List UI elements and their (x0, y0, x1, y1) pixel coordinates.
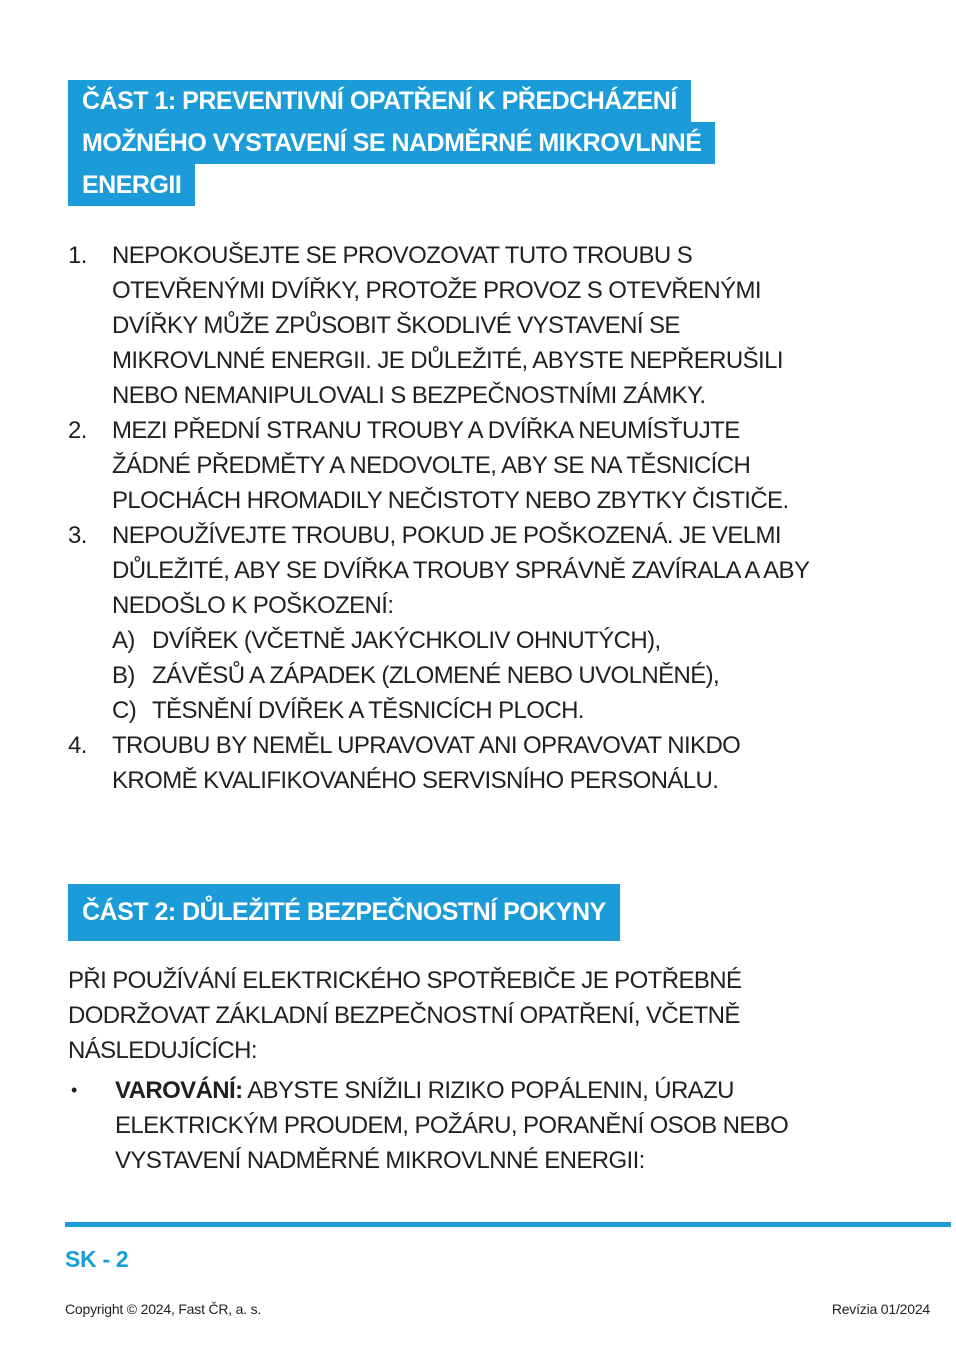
item-text (112, 518, 809, 728)
section1-heading (68, 80, 956, 206)
section1-heading-line-2: MOŽNÉHO VYSTAVENÍ SE NADMĚRNÉ MIKROVLNNÉ (68, 122, 715, 164)
warning-label: VAROVÁNÍ: (115, 1077, 243, 1104)
item-line: MIKROVLNNÉ ENERGII. JE DŮLEŽITÉ, ABYSTE NEPŘERUŠILI (112, 347, 783, 374)
warning-line-rest: ABYSTE SNÍŽILI RIZIKO POPÁLENIN, ÚRAZU (242, 1077, 734, 1104)
item-line: NEBO NEMANIPULOVALI S BEZPEČNOSTNÍMI ZÁMKY. (112, 382, 706, 409)
item-number: 3. (68, 522, 87, 549)
item-line: NEPOUŽÍVEJTE TROUBU, POKUD JE POŠKOZENÁ. JE VELMI (112, 522, 781, 549)
item-text (112, 728, 740, 798)
warning-line (115, 1073, 788, 1108)
item-text (112, 238, 783, 413)
item-line: DVÍŘKY MŮŽE ZPŮSOBIT ŠKODLIVÉ VYSTAVENÍ SE (112, 312, 680, 339)
warning-text (115, 1073, 788, 1178)
sub-item-letter: A) (112, 627, 135, 654)
item-line: TROUBU BY NEMĚL UPRAVOVAT ANI OPRAVOVAT NIKDO (112, 732, 741, 759)
sub-item-letter: B) (112, 662, 135, 689)
item-line: MEZI PŘEDNÍ STRANU TROUBY A DVÍŘKA NEUMÍSŤUJTE (112, 417, 740, 444)
warning-item (68, 1073, 956, 1178)
section1-heading-line-3: ENERGII (68, 164, 195, 206)
item-line: NEPOKOUŠEJTE SE PROVOZOVAT TUTO TROUBU S (112, 242, 693, 269)
item-number: 4. (68, 732, 87, 759)
warning-line: VYSTAVENÍ NADMĚRNÉ MIKROVLNNÉ ENERGII: (115, 1147, 645, 1174)
intro-paragraph (68, 963, 956, 1068)
list-item-4 (68, 728, 956, 798)
item-line: OTEVŘENÝMI DVÍŘKY, PROTOŽE PROVOZ S OTEVŘENÝMI (112, 277, 761, 304)
section2-heading-line: ČÁST 2: DŮLEŽITÉ BEZPEČNOSTNÍ POKYNY (68, 884, 620, 941)
item-line: NEDOŠLO K POŠKOZENÍ: (112, 592, 394, 619)
intro-line: NÁSLEDUJÍCÍCH: (68, 1037, 257, 1064)
intro-line: DODRŽOVAT ZÁKLADNÍ BEZPEČNOSTNÍ OPATŘENÍ, VČETNĚ (68, 1002, 740, 1029)
item-text (112, 413, 789, 518)
sub-item-text: TĚSNĚNÍ DVÍŘEK A TĚSNICÍCH PLOCH. (152, 697, 584, 724)
intro-line: PŘI POUŽÍVÁNÍ ELEKTRICKÉHO SPOTŘEBIČE JE POTŘEBNÉ (68, 967, 742, 994)
precautions-list (68, 238, 956, 798)
warning-line: ELEKTRICKÝM PROUDEM, POŽÁRU, PORANĚNÍ OSOB NEBO (115, 1112, 789, 1139)
item-line: ŽÁDNÉ PŘEDMĚTY A NEDOVOLTE, ABY SE NA TĚSNICÍCH (112, 452, 751, 479)
sub-item-letter: C) (112, 697, 137, 724)
item-line: KROMĚ KVALIFIKOVANÉHO SERVISNÍHO PERSONÁLU. (112, 767, 719, 794)
sub-item-text: ZÁVĚSŮ A ZÁPADEK (ZLOMENÉ NEBO UVOLNĚNÉ), (152, 662, 720, 689)
list-item-2 (68, 413, 956, 518)
sub-item-text: DVÍŘEK (VČETNĚ JAKÝCHKOLIV OHNUTÝCH), (152, 627, 661, 654)
section1-heading-line-1: ČÁST 1: PREVENTIVNÍ OPATŘENÍ K PŘEDCHÁZENÍ (68, 80, 691, 122)
item-line: PLOCHÁCH HROMADILY NEČISTOTY NEBO ZBYTKY ČISTIČE. (112, 487, 789, 514)
sub-list-item-c (112, 693, 809, 728)
revision-text: Revízia 01/2024 (831, 1301, 930, 1317)
section2-heading (68, 884, 956, 941)
list-item-1 (68, 238, 956, 413)
footer-divider (65, 1222, 951, 1227)
item-number: 1. (68, 242, 87, 269)
item-number: 2. (68, 417, 87, 444)
sub-list-item-a (112, 623, 809, 658)
list-item-3 (68, 518, 956, 728)
page-number: SK - 2 (65, 1246, 129, 1272)
item-line: DŮLEŽITÉ, ABY SE DVÍŘKA TROUBY SPRÁVNĚ ZAVÍRALA A ABY (112, 557, 810, 584)
sub-list-item-b (112, 658, 809, 693)
copyright-text: Copyright © 2024, Fast ČR, a. s. (65, 1301, 262, 1317)
bullet-marker: • (71, 1080, 78, 1100)
